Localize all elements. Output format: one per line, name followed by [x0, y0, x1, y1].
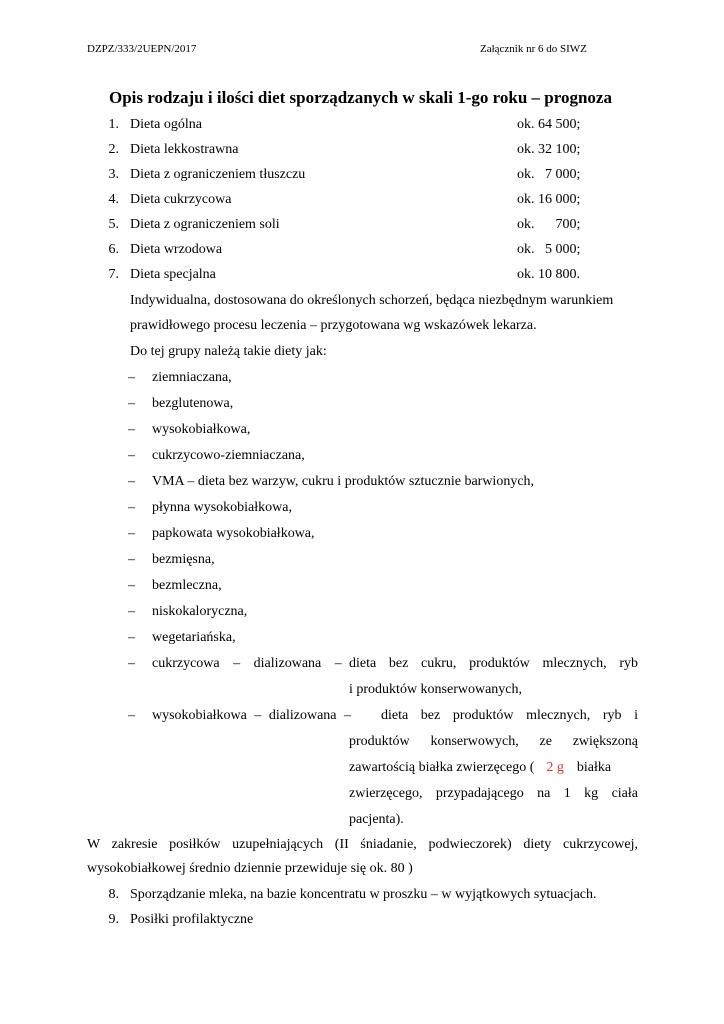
page-title: Opis rodzaju i ilości diet sporządzanych w skali 1-go roku – prognoza	[109, 88, 612, 107]
supplement-paragraph: W zakresie posiłków uzupełniających (II śniadanie, podwieczorek) diety cukrzycowej,	[87, 837, 638, 852]
diet-number: 2.	[108, 142, 119, 157]
diet-name: Dieta lekkostrawna	[130, 142, 239, 157]
diet-name: Dieta ogólna	[130, 117, 202, 132]
diet-number: 7.	[108, 267, 119, 282]
dash-bullet: –	[128, 630, 135, 645]
attachment-label: Załącznik nr 6 do SIWZ	[480, 43, 587, 55]
dash-bullet: –	[128, 370, 135, 385]
dash-bullet: –	[128, 552, 135, 567]
diet-name: Dieta cukrzycowa	[130, 192, 232, 207]
diet-number: 9.	[108, 912, 119, 927]
dash-bullet: –	[128, 500, 135, 515]
dialysis-diet-label: cukrzycowa – dializowana –	[152, 656, 342, 671]
diet-quantity: ok. 16 000;	[517, 192, 581, 207]
list-item: wysokobiałkowa,	[152, 422, 251, 437]
dialysis-diet-description: produktów konserwowych, ze zwiększoną	[349, 734, 638, 749]
dialysis-diet-description: dieta bez produktów mlecznych, ryb i	[381, 708, 638, 723]
dialysis-diet-description: dieta bez cukru, produktów mlecznych, ryb	[349, 656, 638, 671]
supplement-paragraph: wysokobiałkowej średnio dziennie przewiduje się ok. 80 )	[87, 861, 413, 876]
protein-amount: 2 g	[546, 760, 564, 775]
diet-name: Dieta z ograniczeniem soli	[130, 217, 280, 232]
dialysis-diet-description: pacjenta).	[349, 812, 404, 827]
diet-name: Dieta specjalna	[130, 267, 216, 282]
diet-quantity: ok. 7 000;	[517, 167, 581, 182]
diet-quantity: ok. 10 800.	[517, 267, 580, 282]
diet-number: 6.	[108, 242, 119, 257]
list-item: płynna wysokobiałkowa,	[152, 500, 292, 515]
list-item: bezmleczna,	[152, 578, 222, 593]
dash-bullet: –	[128, 708, 135, 723]
diet-name: Dieta z ograniczeniem tłuszczu	[130, 167, 306, 182]
dash-bullet: –	[128, 448, 135, 463]
list-item: niskokaloryczna,	[152, 604, 248, 619]
dash-bullet: –	[128, 656, 135, 671]
list-item: cukrzycowo-ziemniaczana,	[152, 448, 305, 463]
dash-bullet: –	[128, 526, 135, 541]
diet-number: 8.	[108, 887, 119, 902]
dialysis-diet-label: wysokobiałkowa – dializowana –	[152, 708, 352, 723]
dash-bullet: –	[128, 474, 135, 489]
dialysis-diet-description: i produktów konserwowanych,	[349, 682, 523, 697]
document-reference: DZPZ/333/2UEPN/2017	[87, 43, 197, 55]
dash-bullet: –	[128, 422, 135, 437]
dash-bullet: –	[128, 578, 135, 593]
diet-quantity: ok. 64 500;	[517, 117, 581, 132]
special-diet-description: Indywidualna, dostosowana do określonych schorzeń, będąca niezbędnym warunkiem	[130, 293, 614, 308]
diet-number: 3.	[108, 167, 119, 182]
milk-preparation-item: Sporządzanie mleka, na bazie koncentratu w proszku – w wyjątkowych sytuacjach.	[130, 887, 597, 902]
dash-bullet: –	[128, 604, 135, 619]
diet-name: Dieta wrzodowa	[130, 242, 223, 257]
protein-text: białka	[576, 760, 612, 775]
list-item: ziemniaczana,	[152, 370, 232, 385]
prophylactic-meals-item: Posiłki profilaktyczne	[130, 912, 254, 927]
list-item: papkowata wysokobiałkowa,	[152, 526, 315, 541]
dash-bullet: –	[128, 396, 135, 411]
list-item: bezglutenowa,	[152, 396, 234, 411]
diet-quantity: ok. 5 000;	[517, 242, 581, 257]
diet-quantity: ok. 700;	[517, 217, 581, 232]
special-diet-group-intro: Do tej grupy należą takie diety jak:	[130, 344, 327, 359]
list-item: VMA – dieta bez warzyw, cukru i produktów sztucznie barwionych,	[152, 474, 535, 489]
diet-number: 5.	[108, 217, 119, 232]
list-item: wegetariańska,	[152, 630, 236, 645]
special-diet-description: prawidłowego procesu leczenia – przygotowana wg wskazówek lekarza.	[130, 318, 537, 333]
diet-number: 4.	[108, 192, 119, 207]
dialysis-diet-description: zwierzęcego, przypadającego na 1 kg ciała	[349, 786, 638, 801]
dialysis-diet-description	[349, 760, 638, 776]
diet-number: 1.	[108, 117, 119, 132]
diet-quantity: ok. 32 100;	[517, 142, 581, 157]
list-item: bezmięsna,	[152, 552, 215, 567]
protein-text: zawartością białka zwierzęcego (	[349, 760, 535, 775]
